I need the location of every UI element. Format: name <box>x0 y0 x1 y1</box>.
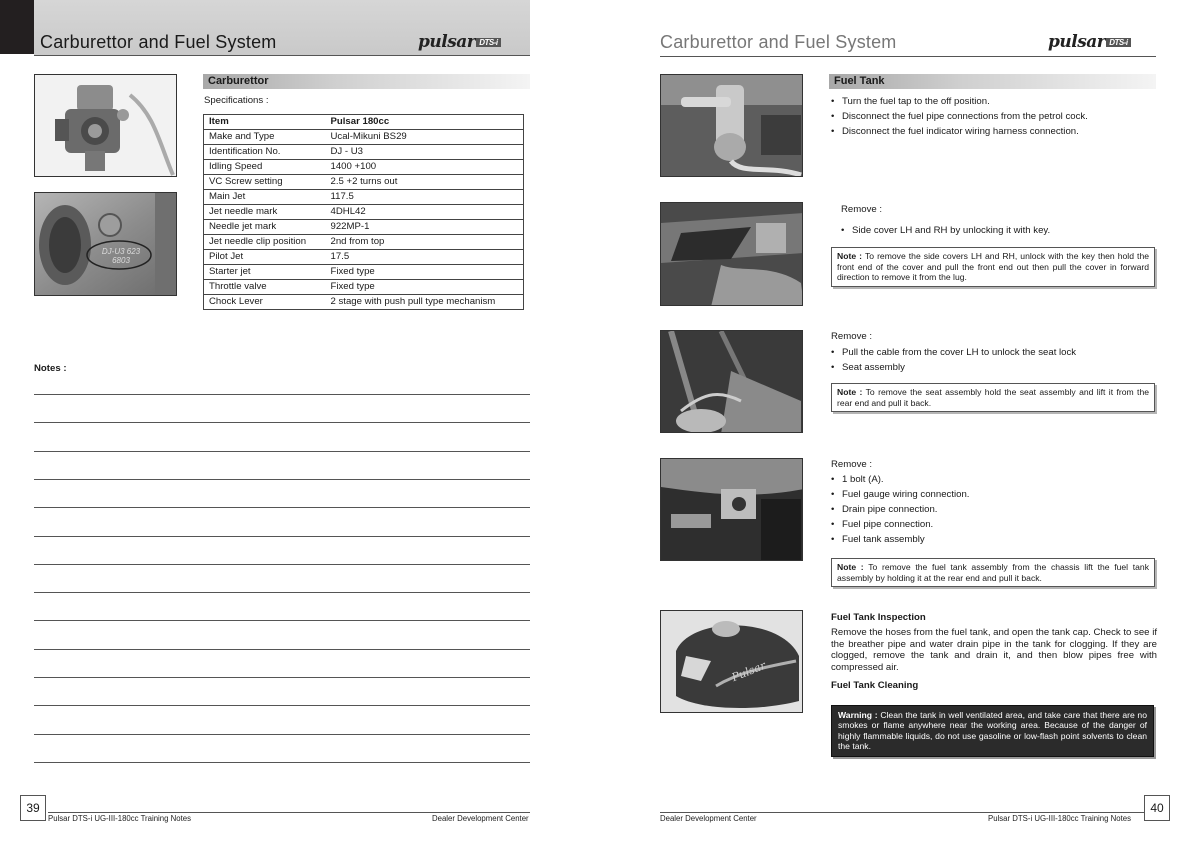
spec-row <box>204 190 524 205</box>
spec-value: Ucal-Mikuni BS29 <box>326 130 524 145</box>
spec-row <box>204 280 524 295</box>
warning-box: Warning : Clean the tank in well ventilated area, and take care that there are no smokes or flame anywhere near the working area. Because of the danger of highly flammable liquids, do not use gasoline or low-flash point solvents to clean the tank. <box>831 705 1154 757</box>
spec-value: 2 stage with push pull type mechanism <box>326 295 524 310</box>
notes-line <box>34 564 530 565</box>
spec-value: Fixed type <box>326 280 524 295</box>
tank-note: Note : To remove the fuel tank assembly from the chassis lift the fuel tank assembly by holding it at the rear end and pull it back. <box>831 558 1155 587</box>
right-header-rule <box>660 56 1156 57</box>
left-header-rule <box>34 55 530 56</box>
side-cover-photo <box>660 202 803 306</box>
tank-remove-list <box>831 472 1156 547</box>
notes-line <box>34 394 530 395</box>
side-cover-remove-heading: Remove : <box>841 204 883 215</box>
spec-row <box>204 145 524 160</box>
spec-row <box>204 130 524 145</box>
spec-value: Pulsar 180cc <box>326 115 524 130</box>
black-tab <box>0 0 34 54</box>
right-footer-manual: Pulsar DTS-i UG-III-180cc Training Notes <box>988 814 1131 823</box>
notes-line <box>34 422 530 423</box>
left-header-title: Carburettor and Fuel System <box>40 32 277 52</box>
notes-line <box>34 734 530 735</box>
spec-key: Chock Lever <box>204 295 326 310</box>
side-cover-note: Note : To remove the side covers LH and RH, unlock with the key then hold the front end of the cover and pull the front end out then pull the cover in forward direction to remove it from the lug. <box>831 247 1155 287</box>
spec-value: 1400 +100 <box>326 160 524 175</box>
spec-key: Make and Type <box>204 130 326 145</box>
notes-line <box>34 705 530 706</box>
notes-line <box>34 620 530 621</box>
fuel-tap-photo <box>660 74 803 177</box>
seat-remove-heading: Remove : <box>831 331 873 342</box>
seat-cable-photo <box>660 330 803 433</box>
left-pulsar-logo: pulsar DTS-i <box>418 32 501 52</box>
list-item: • Fuel pipe connection. <box>831 517 1156 532</box>
notes-line <box>34 536 530 537</box>
fuel-tank-photo <box>660 610 803 713</box>
spec-row <box>204 220 524 235</box>
cleaning-title: Fuel Tank Cleaning <box>831 680 919 691</box>
notes-label: Notes : <box>34 363 67 374</box>
list-item: • Disconnect the fuel pipe connections from the petrol cock. <box>831 109 1156 124</box>
spec-value: 2nd from top <box>326 235 524 250</box>
right-pulsar-logo: pulsar DTS-i <box>1048 32 1131 52</box>
carburettor-id-photo <box>34 192 177 296</box>
seat-remove-list <box>831 345 1156 375</box>
spec-value: 2.5 +2 turns out <box>326 175 524 190</box>
tank-remove-heading: Remove : <box>831 459 873 470</box>
notes-line <box>34 762 530 763</box>
notes-line <box>34 507 530 508</box>
right-footer-center: Dealer Development Center <box>660 814 757 823</box>
list-item: • 1 bolt (A). <box>831 472 1156 487</box>
spec-key: Throttle valve <box>204 280 326 295</box>
fuel-tank-section-title: Fuel Tank <box>829 74 1156 89</box>
spec-row <box>204 115 524 130</box>
inspection-title: Fuel Tank Inspection <box>831 612 926 623</box>
list-item: • Fuel tank assembly <box>831 532 1156 547</box>
spec-key: Pilot Jet <box>204 250 326 265</box>
spec-row <box>204 295 524 310</box>
spec-row <box>204 160 524 175</box>
spec-row <box>204 250 524 265</box>
carburettor-photo <box>34 74 177 177</box>
notes-line <box>34 649 530 650</box>
list-item: • Pull the cable from the cover LH to unlock the seat lock <box>831 345 1156 360</box>
spec-key: Jet needle clip position <box>204 235 326 250</box>
tank-logo-text: Pulsar <box>729 658 768 685</box>
right-page-number: 40 <box>1144 795 1170 821</box>
spec-value: 17.5 <box>326 250 524 265</box>
spec-row <box>204 265 524 280</box>
spec-key: Idling Speed <box>204 160 326 175</box>
left-footer-rule <box>48 812 530 813</box>
spec-key: Needle jet mark <box>204 220 326 235</box>
seat-note: Note : To remove the seat assembly hold the seat assembly and lift it from the rear end and pull it back. <box>831 383 1155 412</box>
spec-value: DJ - U3 <box>326 145 524 160</box>
side-cover-remove-list <box>841 223 1156 238</box>
inspection-text: Remove the hoses from the fuel tank, and open the tank cap. Check to see if the breather pipe and water drain pipe in the tank for clogging. If they are clogged, remove the tank and drain it, and then blow pipes free with compressed air. <box>831 627 1157 673</box>
spec-key: Identification No. <box>204 145 326 160</box>
list-item: • Drain pipe connection. <box>831 502 1156 517</box>
spec-key: Starter jet <box>204 265 326 280</box>
right-footer-rule <box>660 812 1144 813</box>
carburettor-section-title: Carburettor <box>203 74 530 89</box>
list-item: • Fuel gauge wiring connection. <box>831 487 1156 502</box>
fuel-tank-steps <box>831 94 1156 139</box>
right-header-title: Carburettor and Fuel System <box>660 32 897 52</box>
left-footer-manual: Pulsar DTS-i UG-III-180cc Training Notes <box>48 814 191 823</box>
list-item: • Disconnect the fuel indicator wiring harness connection. <box>831 124 1156 139</box>
spec-value: 4DHL42 <box>326 205 524 220</box>
spec-key: Jet needle mark <box>204 205 326 220</box>
left-page-number: 39 <box>20 795 46 821</box>
notes-line <box>34 677 530 678</box>
fuel-tank-assembly-photo <box>660 458 803 561</box>
spec-value: 117.5 <box>326 190 524 205</box>
spec-table <box>203 114 524 310</box>
notes-line <box>34 592 530 593</box>
list-item: • Seat assembly <box>831 360 1156 375</box>
list-item: • Side cover LH and RH by unlocking it with key. <box>841 223 1156 238</box>
list-item: • Turn the fuel tap to the off position. <box>831 94 1156 109</box>
spec-row <box>204 205 524 220</box>
notes-line <box>34 479 530 480</box>
notes-line <box>34 451 530 452</box>
spec-key: VC Screw setting <box>204 175 326 190</box>
spec-value: 922MP-1 <box>326 220 524 235</box>
left-footer-center: Dealer Development Center <box>432 814 529 823</box>
specifications-label: Specifications : <box>204 95 269 106</box>
spec-key: Main Jet <box>204 190 326 205</box>
carburettor-id-label: DJ-U3 623 6803 <box>101 247 141 265</box>
spec-row <box>204 175 524 190</box>
spec-row <box>204 235 524 250</box>
spec-key: Item <box>204 115 326 130</box>
spec-value: Fixed type <box>326 265 524 280</box>
